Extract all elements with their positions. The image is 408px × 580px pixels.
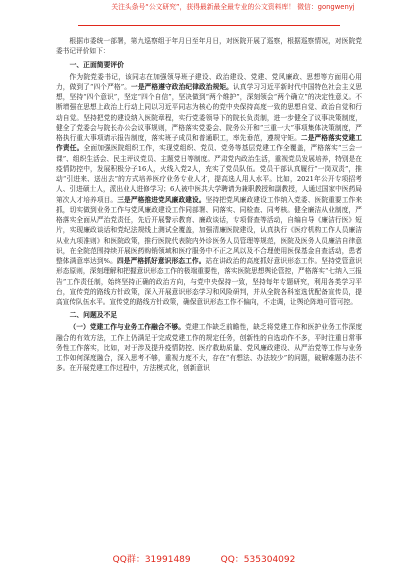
footer-qq-group: QQ群：31991489	[112, 555, 191, 565]
section2-point-1-heading: （一）党建工作与业务工作融合不够。	[69, 323, 186, 332]
section1-point-3-text: 坚持把党风廉政建设工作纳入党委、医院重要工作来抓，切实做到业务工作与党风廉政建设工作同部署、同落实、同检查、同考核。健全廉洁从业制度，严格落实全面从严治党责任，先后开展警示教育、廉政谈话，专项督查等活动，自编自导《廉洁行医》短片，实现廉政谈话和党纪法规线上测试全覆盖，加强清廉医院建设，认真执行《医疗机构工作人员廉洁从业九项准则》和医院政策，推行医院代表院内外诊医务人员管理等规范，医院及医务人员廉洁自律意识，在全院范围持续开展医药购销领域和医疗服务中不正之风以及不合理使用医保基金自查活动，患者整体满意率达到%。	[56, 195, 363, 265]
section2-paragraph-1	[56, 322, 362, 373]
section1-point-1-heading: 一是严格遵守政治纪律政治规矩。	[131, 82, 233, 91]
section1-point-2-heading: 二是严格落实党建工作责任。	[56, 134, 362, 153]
section2-title: 二、问题及不足	[69, 311, 118, 320]
top-banner: 关注头条号“公文研究”，获得最新最全最专业的公文资料库！ 微信：gongwenyj	[111, 3, 355, 11]
footer-contacts	[0, 552, 408, 565]
section1-point-4-heading: 四是严格抓好意识形态工作。	[116, 257, 206, 265]
document-body	[56, 36, 362, 374]
section1-point-1-text: 认真学习习近平新时代中国特色社会主义思想，坚持“四个意识”，坚定“四个自信”，坚决做到“两个维护”，深刻领会“两个确立”的决定性意义。不断增强在思想上政治上行动上同以习近平同志为核心的党中央保持高度一致的思想自觉、政治自觉和行动自觉。坚持把党的建设纳入医院章程，实行党委领导下的院长负责制，进一步健全了议事决策制度，健全了党委会与院长办公会议事规则，严格落实党委会、院务公开和“三重一大”事项集体决策制度，严格执行重大事项请示报告制度，落实班子成员和普通职工，率先垂范，遵规守矩。	[56, 82, 363, 142]
section1-title: 一、正面简要评价	[69, 60, 124, 69]
section1-p1-text: 作为院党委书记，该同志在加强领导班子建设、政治建设、党建、党风廉政、思想等方面用心用力，做到了“四个严格”。	[56, 72, 362, 91]
section2-point-1-text: 党建工作缺乏前瞻性，缺乏将党建工作和医护业务工作深度融合的有效方法，工作上仍满足于完成党建工作的规定任务，创新性的自选动作不多，平时注重日常事务性工作落实，比如，对于涉及提升疫情防控、医疗救助质量、党风廉政建设、从严治党等工作与业务工作如何深度融合，深入思考不够，重视力度不大，存在“有想法、办法较少”的问题，破解难题办法不多。在开展党建工作过程中，方法模式化，创新意识	[56, 323, 363, 373]
section1-point-2-text: 全面加强医院组织工作，实现党组织、党员、党务等基层党建工作全覆盖，严格落实“三会一课”、组织生活会、民主评议党员、主题党日等制度。严肃党内政治生活，重视党员发展培养，特别是在疫情防控中，发展积极分子16人，火线入党2人，充实了党员队伍。党员干部认真履行“一岗双责”，推动“引进来、送出去”的方式培养医疗业务专业人才，提高选人用人水平。比如，2021年公开专项招考人、引进硕士人，派出业人进修学习；6人被中医共大学聘请为兼职教授和副教授，人通过国家中医药局第次人才培养项目。	[56, 144, 363, 204]
banner-divider	[78, 25, 340, 26]
section1-paragraph-1	[56, 72, 362, 308]
intro-paragraph: 根据市委统一部署，第九巡察组于年月日至年月日，对医院开展了巡察，根据巡察情况，对医院党委书记评价如下：	[56, 37, 362, 56]
section1-point-3-heading: 三是严格推进党风廉政建设。	[117, 195, 206, 204]
footer-qq: QQ：535304092	[220, 555, 296, 565]
section1-point-4-text: 站在讲政治的高度抓好意识形态工作。坚持党管意识形态原则，深刻理解和把握意识形态工作的极端重要性，落实医院思想舆论管控，严格落实“七纳入三报告”工作责任制，始终坚持正确的政治方向，与党中央保持一致，坚持每年专题研究，利用各类学习平台，宣传党的路线方针政策，深入开展意识形态学习和风险研判，并从全院各科室选优配备宣传员，提高宣传队伍水平。宣传党的路线方针政策，确保意识形态工作不偏向，不走调，让舆论阵地可管可控。	[56, 257, 363, 306]
